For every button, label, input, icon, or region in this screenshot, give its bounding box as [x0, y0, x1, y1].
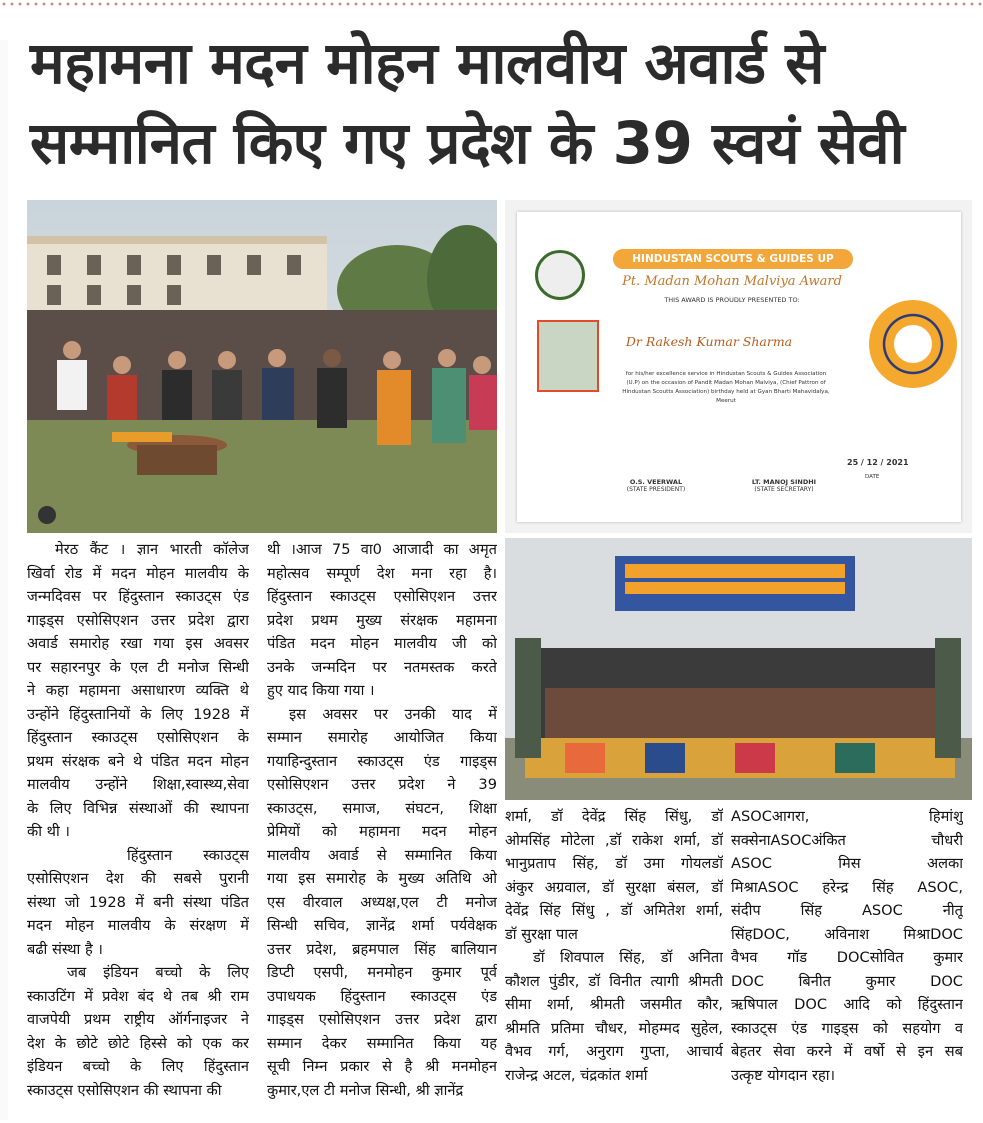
certificate-presented-text: THIS AWARD IS PROUDLY PRESENTED TO: [664, 296, 800, 304]
article-line: स्काउट्स, समाज, संघटन, शिक्षा [267, 799, 497, 817]
article-line: राजेन्द्र अटल, चंद्रकांत शर्मा [505, 1066, 648, 1084]
sig1-title: (STATE PRESIDENT) [626, 486, 686, 493]
article-line: DOC बिनीत कुमार DOC [731, 972, 963, 990]
article-line: उन्होंने हिंदुस्तानियों के लिए 1928 में [27, 705, 249, 723]
article-column-1 [27, 538, 249, 1102]
article-line: पर सहारनपुर के एल टी मनोज सिन्धी [27, 658, 249, 676]
article-line: मिश्राASOC हरेन्द्र सिंह ASOC, [731, 878, 963, 896]
article-line: सीमा शर्मा, श्रीमती जसमीत कौर, [505, 996, 723, 1013]
article-line: देवेंद्र सिंह सिंधु , डॉ अमितेश शर्मा, [505, 902, 723, 919]
article-line: हिंदुस्तान स्काउट्स एसोसिएशन के [27, 729, 249, 746]
certificate-recipient: Dr Rakesh Kumar Sharma [625, 334, 793, 349]
signature-president [601, 478, 711, 493]
article-line: गया इस समारोह के मुख्य अतिथि ओ [267, 870, 497, 887]
sig1-name: O.S. VEERWAL [629, 478, 683, 486]
article-line: कुमार,एल टी मनोज सिन्धी, श्री ज्ञानेंद्र [267, 1081, 464, 1099]
article-line: अंकुर अग्रवाल, डॉ सुरक्षा बंसल, डॉ [505, 878, 723, 896]
article-line: की थी । [27, 823, 70, 840]
article-line: के लिए विभिन्न संस्थाओं की स्थापना [27, 799, 249, 817]
ceremony-photo [27, 200, 497, 533]
article-line: मालवीय अवार्ड से सम्मानित किया [267, 846, 497, 864]
article-line: थी ।आज 75 वा0 आजादी का अमृत [267, 541, 497, 558]
article-line: मेरठ कैंट । ज्ञान भारती कॉलेज [55, 541, 249, 558]
sig2-title: (STATE SECRETARY) [754, 486, 814, 493]
article-line: जब इंडियन बच्चो के लिए [67, 964, 249, 981]
article-line: बढी संस्था है । [27, 940, 103, 958]
article-line: सम्मान समारोह आयोजित किया [267, 729, 497, 746]
scouts-guides-seal-icon [869, 300, 957, 388]
article-line: सिंहDOC, अविनाश मिश्राDOC [731, 925, 963, 943]
article-line: श्रीमति प्रतिमा चौधर, मोहम्मद सुहेल, [505, 1019, 723, 1037]
article-column-2 [267, 538, 497, 1102]
certificate [517, 212, 961, 522]
article-line: शर्मा, डॉ देवेंद्र सिंह सिंधु, डॉ [505, 808, 723, 825]
article-line: सम्मान देकर सम्मानित किया यह [267, 1034, 497, 1052]
article-line: गयाहिन्दुस्तान स्काउट्स एंड गाइड्स [267, 752, 497, 770]
article-line: इस अवसर पर उनकी याद में [289, 705, 497, 723]
article-line: प्रेमियों को महामना मदन मोहन [267, 823, 497, 840]
article-column-4 [731, 805, 963, 1087]
article-line: प्रथम संरक्षक बने थे पंडित मदन मोहन [27, 752, 249, 770]
article-line: एसोसिएशन उत्तर प्रदेश ने 39 [267, 776, 497, 793]
article-line: उत्कृष्ट योगदान रहा। [731, 1066, 836, 1084]
article-line: मालवीय उन्होंने शिक्षा,स्वास्थ्य,सेवा [27, 776, 249, 793]
headline-line-1: महामना मदन मोहन मालवीय अवार्ड से [30, 29, 824, 97]
article-line: ओमसिंह मोटेला ,डॉ राकेश शर्मा, डॉ [505, 831, 723, 849]
article-line: स्काउट्स एसोसिएशन की स्थापना की [27, 1081, 222, 1099]
article-line: वाजपेयी प्रथम राष्ट्रीय ऑर्गनाइजर ने [27, 1011, 249, 1028]
article-line: मदन मोहन मालवीय के संरक्षण में [27, 917, 249, 934]
article-line: उत्तर प्रदेश, ब्रहमपाल सिंह बालियान [267, 940, 497, 958]
left-edge-strip [0, 40, 8, 1120]
article-line: हिंदुस्तान स्काउट्स [127, 846, 249, 864]
certificate-body: for his/her excellence service in Hindustan Scouts & Guides Association (U.P) on the occasion of Pandit Madan Mohan Malviya, (Chief Pattron of Hindustan Scoutts Association) birthday held at Gyan Bharti Mahavidalya, Meerut [622, 371, 830, 404]
article-line: सूची निम्न प्रकार से है श्री मनमोहन [267, 1058, 497, 1075]
article-line: जन्मदिवस पर हिंदुस्तान स्काउट्स एंड [27, 588, 249, 605]
article-line: खिर्वा रोड में मदन मोहन मालवीय के [27, 564, 249, 582]
article-line: संस्था जो 1928 में बनी संस्था पंडित [27, 893, 249, 911]
article-line: पंडित मदन मोहन मालवीय जी को [267, 635, 497, 652]
top-dotted-border [0, 0, 983, 8]
article-line: महोत्सव सम्पूर्ण देश मना रहा है। [267, 564, 497, 582]
article-line: ASOC मिस अलका [731, 855, 963, 872]
article-line: हुए याद किया गया । [267, 682, 375, 699]
signature-secretary [729, 478, 839, 493]
article-line: देश के छोटे छोटे हिस्से को एक कर [27, 1034, 249, 1052]
article-line: डॉ शिवपाल सिंह, डॉ अनिता [533, 949, 723, 966]
certificate-award-title: Pt. Madan Mohan Malviya Award [622, 274, 842, 289]
article-line: इंडियन बच्चो के लिए हिंदुस्तान [27, 1058, 249, 1075]
group-photo [505, 538, 972, 800]
article-line: बेहतर सेवा करने में वर्षो से इन सब [731, 1043, 963, 1060]
article-line: स्काउटिंग में प्रवेश बंद थे तब श्री राम [27, 987, 249, 1005]
article-line: हिंदुस्तान स्काउट्स एसोसिएशन उत्तर [267, 588, 497, 605]
article-line: अवार्ड समारोह रखा गया इस अवसर [27, 635, 249, 652]
article-line: उनके जन्मदिन पर नतमस्तक करते [267, 658, 497, 676]
malviya-portrait-logo [535, 250, 585, 300]
article-line: डॉ सुरक्षा पाल [505, 925, 578, 943]
article-line: गाइड्स एसोसिएशन उत्तर प्रदेश द्वारा [27, 611, 249, 629]
certificate-banner: HINDUSTAN SCOUTS & GUIDES UP [613, 249, 853, 269]
article-line: संदीप सिंह ASOC नीतू [731, 902, 963, 919]
article-line: ऋषिपाल DOC आदि को हिंदुस्तान [731, 996, 963, 1013]
sig2-name: LT. MANOJ SINDHI [751, 478, 817, 486]
recipient-photo [537, 320, 599, 392]
article-line: एसोसिएशन देश की सबसे पुरानी [27, 870, 249, 887]
article-line: सिन्धी सचिव, ज्ञानेंद्र शर्मा पर्यवेक्षक [267, 917, 497, 934]
certificate-date: 25 / 12 / 2021 [847, 458, 909, 467]
article-column-3 [505, 805, 723, 1087]
article-line: सक्सेनाASOCअंकित चौधरी [731, 831, 963, 849]
article-line: वैभव गॉड DOCसोवित कुमार [731, 949, 963, 966]
article-line: डिप्टी एसपी, मनमोहन कुमार पूर्व [267, 964, 497, 981]
article-line: गाइड्स एसोसिएशन उत्तर प्रदेश द्वारा [267, 1011, 497, 1028]
article-line: उपाधयक हिंदुस्तान स्काउट्स एंड [267, 987, 497, 1005]
certificate-date-label: DATE [865, 474, 880, 480]
article-line: प्रदेश प्रथम मुख्य संरक्षक महामना [267, 611, 497, 629]
article-line: वैभव गर्ग, अनुराग गुप्ता, आचार्य [505, 1043, 723, 1060]
article-line: ने कहा महामना असाधारण व्यक्ति थे [27, 682, 249, 699]
article-line: ASOCआगरा, हिमांशु [731, 808, 963, 825]
article-line: भानुप्रताप सिंह, डॉ उमा गोयलडॉ [505, 855, 723, 872]
article-line: कौशल पुंडीर, डॉ विनीत त्यागी श्रीमती [505, 972, 723, 990]
article-line: एस वीरवाल अध्यक्ष,एल टी मनोज [267, 893, 497, 911]
headline-line-2: सम्मानित किए गए प्रदेश के 39 स्वयं सेवी [30, 109, 905, 177]
article-line: स्काउट्स एंड गाइड्स को सहयोग व [731, 1019, 963, 1037]
